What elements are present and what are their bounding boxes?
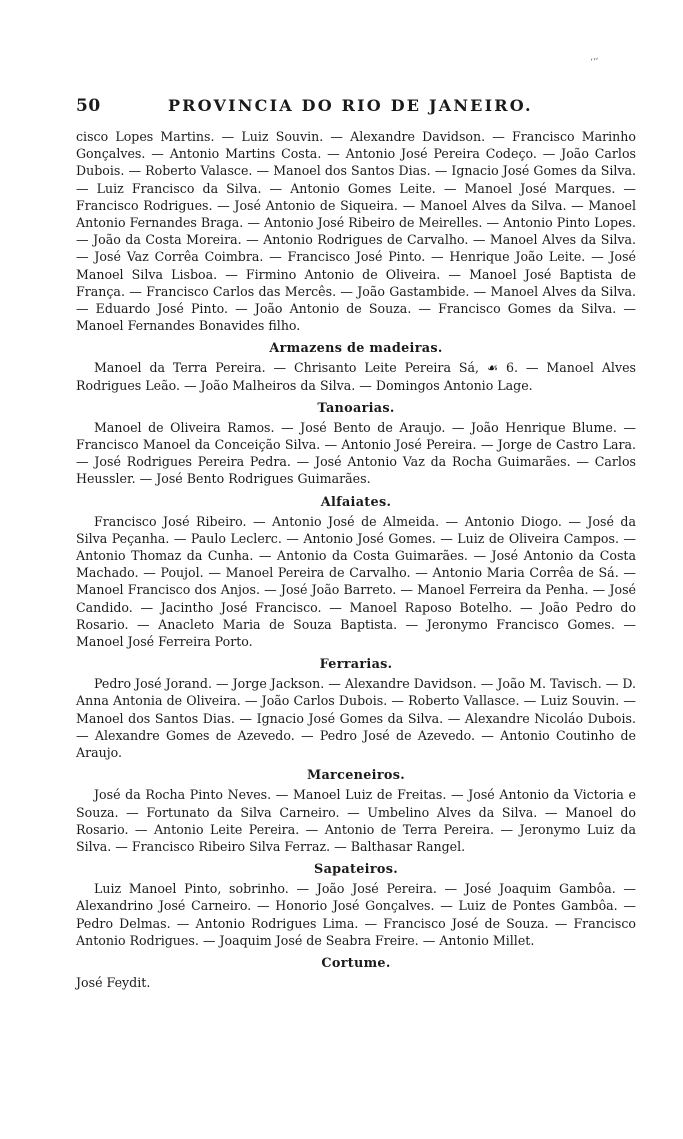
section-title-ferrarias: Ferrarias. bbox=[319, 657, 393, 673]
section-text-armazens: Manoel da Terra Pereira. — Chrisanto Leite Pereira Sá, ☙ 6. — Manoel Alves Rodrigues Leão. — João Malheiros da Silva. — Domingos Antonio Lage. bbox=[76, 360, 636, 393]
section-title-tanoarias: Tanoarias. bbox=[317, 400, 395, 416]
section-text-cortume: José Feydit. bbox=[76, 974, 151, 990]
corner-mark: ‘ʼʹ bbox=[590, 58, 599, 68]
intro-paragraph: cisco Lopes Martins. — Luiz Souvin. — Alexandre Davidson. — Francisco Marinho Gonçalves. — Antonio Martins Costa. — Antonio José Pereira Codeço. — João Carlos Dubois. — Roberto Valasce. — Manoel dos Santos Dias. — Ignacio José Gomes da Silva. — Luiz Francisco da Silva. — Antonio Gomes Leite. — Manoel José Marques. — Francisco Rodrigues. — José Antonio de Siqueira. — Manoel Alves da Silva. — Manoel Antonio Fernandes Braga. — Antonio José Ribeiro de Meirelles. — Antonio Pinto Lopes. — João da Costa Moreira. — Antonio Rodrigues de Carvalho. — Manoel Alves da Silva. — José Vaz Corrêa Coimbra. — Francisco José Pinto. — Henrique João Leite. — José Manoel Silva Lisboa. — Firmino Antonio de Oliveira. — Manoel José Baptista de França. — Francisco Carlos das Mercês. — João Gastambide. — Manoel Alves da Silva. — Eduardo José Pinto. — João Antonio de Souza. — Francisco Gomes da Silva. — Manoel Fernandes Bonavides filho. bbox=[76, 129, 636, 334]
section-title-armazens: Armazens de madeiras. bbox=[269, 341, 443, 357]
section-text-marceneiros: José da Rocha Pinto Neves. — Manoel Luiz de Freitas. — José Antonio da Victoria e Souza. — Fortunato da Silva Carneiro. — Umbelino Alves da Silva. — Manoel do Rosario. — Antonio Leite Pereira. — Antonio de Terra Pereira. — Jeronymo Luiz da Silva. — Francisco Ribeiro Silva Ferraz. — Balthasar Rangel. bbox=[76, 787, 636, 854]
section-text-alfaiates: Francisco José Ribeiro. — Antonio José de Almeida. — Antonio Diogo. — José da Silva Peçanha. — Paulo Leclerc. — Antonio José Gomes. — Luiz de Oliveira Campos. — Antonio Thomaz da Cunha. — Antonio da Costa Guimarães. — José Antonio da Costa Machado. — Poujol. — Manoel Pereira de Carvalho. — Antonio Maria Corrêa de Sá. — Manoel Francisco dos Anjos. — José João Barreto. — Manoel Ferreira da Penha. — José Candido. — Jacintho José Francisco. — Manoel Raposo Botelho. — João Pedro do Rosario. — Anacleto Maria de Souza Baptista. — Jeronymo Francisco Gomes. — Manoel José Ferreira Porto. bbox=[76, 513, 636, 650]
section-text-ferrarias: Pedro José Jorand. — Jorge Jackson. — Alexandre Davidson. — João M. Tavisch. — D. Anna Antonia de Oliveira. — João Carlos Dubois. — Roberto Vallasce. — Luiz Souvin. — Manoel dos Santos Dias. — Ignacio José Gomes da Silva. — Alexandre Nicoláo Dubois. — Alexandre Gomes de Azevedo. — Pedro José de Azevedo. — Antonio Coutinho de Araujo. bbox=[76, 676, 636, 761]
section-text-sapateiros: Luiz Manoel Pinto, sobrinho. — João José Pereira. — José Joaquim Gambôa. — Alexandrino José Carneiro. — Honorio José Gonçalves. — Luiz de Pontes Gambôa. — Pedro Delmas. — Antonio Rodrigues Lima. — Francisco José de Souza. — Francisco Antonio Rodrigues. — Joaquim José de Seabra Freire. — Antonio Millet. bbox=[76, 881, 636, 948]
page-header bbox=[76, 96, 636, 122]
section-title-marceneiros: Marceneiros. bbox=[307, 768, 405, 784]
section-text-tanoarias: Manoel de Oliveira Ramos. — José Bento de Araujo. — João Henrique Blume. — Francisco Manoel da Conceição Silva. — Antonio José Pereira. — Jorge de Castro Lara. — José Rodrigues Pereira Pedra. — José Antonio Vaz da Rocha Guimarães. — Carlos Heussler. — José Bento Rodrigues Guimarães. bbox=[76, 419, 636, 487]
page-number: 50 bbox=[76, 96, 101, 116]
document-page bbox=[76, 96, 636, 991]
section-title-cortume: Cortume. bbox=[321, 955, 391, 971]
section-title-sapateiros: Sapateiros. bbox=[314, 862, 398, 878]
running-title: PROVINCIA DO RIO DE JANEIRO. bbox=[167, 96, 533, 115]
section-title-alfaiates: Alfaiates. bbox=[320, 494, 392, 510]
